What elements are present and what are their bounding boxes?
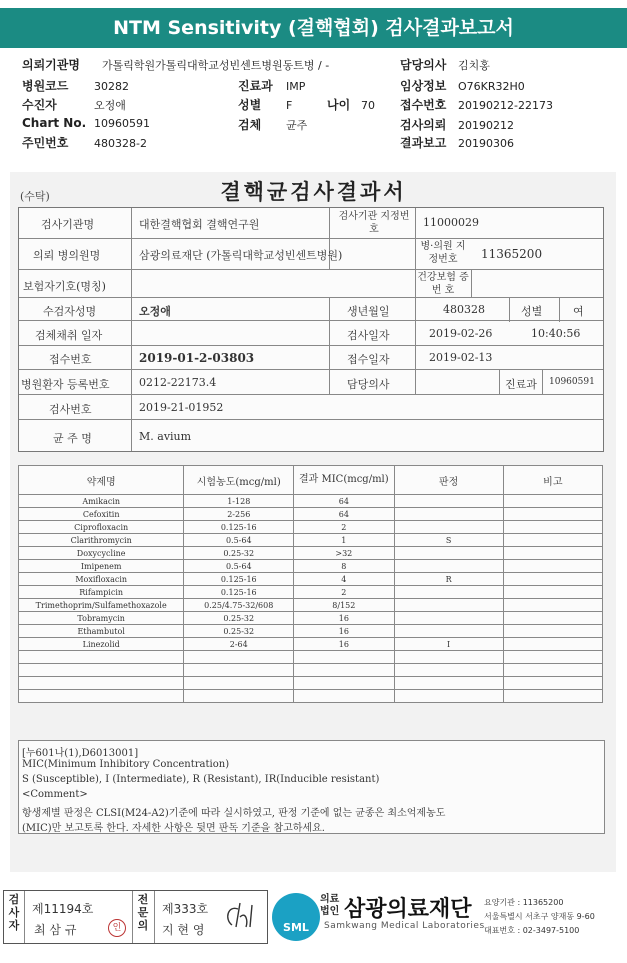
lab-name: 대한결핵협회 결핵연구원 <box>139 218 260 231</box>
table-cell <box>184 651 294 664</box>
table-cell: 0.5-64 <box>184 534 294 547</box>
table-cell: Doxycycline <box>19 547 184 560</box>
table-header-row: 약제명 시험농도(mcg/ml) 결과 MIC(mcg/ml) 판정 비고 <box>19 466 603 495</box>
header-field: 검사의뢰 20190212 <box>400 118 514 132</box>
table-cell: 16 <box>294 625 394 638</box>
tester-title: 검사자 <box>8 893 20 932</box>
table-cell <box>394 677 503 690</box>
table-row <box>19 586 603 599</box>
table-cell <box>394 690 503 703</box>
table-cell <box>503 508 602 521</box>
tester-number: 제11194호 <box>32 902 94 916</box>
table-cell: 2-256 <box>184 508 294 521</box>
header-field: 결과보고 20190306 <box>400 136 514 150</box>
table-cell <box>19 677 184 690</box>
table-cell: Tobramycin <box>19 612 184 625</box>
table-cell: Rifampicin <box>19 586 184 599</box>
patient-name: 오정애 <box>139 305 171 318</box>
table-cell <box>503 612 602 625</box>
org-phone: 대표번호 : 02-3497-5100 <box>484 926 580 935</box>
table-cell: 0.125-16 <box>184 586 294 599</box>
table-cell: 0.125-16 <box>184 521 294 534</box>
hospital-number: 11365200 <box>481 247 543 261</box>
table-cell: Clarithromycin <box>19 534 184 547</box>
org-name: 삼광의료재단 <box>344 897 472 922</box>
table-cell: 0.125-16 <box>184 573 294 586</box>
table-cell <box>503 651 602 664</box>
notes-line: S (Susceptible), I (Intermediate), R (Resistant), IR(Inducible resistant) <box>22 774 380 785</box>
test-date: 2019-02-26 <box>429 327 493 340</box>
registration-number: 0212-22173.4 <box>139 376 217 389</box>
notes-line: MIC(Minimum Inhibitory Concentration) <box>22 759 230 770</box>
table-row <box>19 599 603 612</box>
table-cell: Ethambutol <box>19 625 184 638</box>
signature-mark <box>222 899 262 933</box>
table-cell <box>394 625 503 638</box>
table-cell <box>503 690 602 703</box>
table-cell: R <box>394 573 503 586</box>
table-row <box>19 677 603 690</box>
table-cell <box>184 677 294 690</box>
table-cell: 1 <box>294 534 394 547</box>
table-row <box>19 651 603 664</box>
table-cell: 64 <box>294 495 394 508</box>
header-field: 의뢰기관명 가톨릭학원가톨릭대학교성빈센트병원동트병 / - <box>22 58 330 72</box>
notes-line: (MIC)만 보고토록 한다. 자세한 사항은 뒷면 판독 기준을 참고하세요. <box>22 823 325 834</box>
table-cell <box>503 599 602 612</box>
table-row <box>19 547 603 560</box>
table-cell: 16 <box>294 638 394 651</box>
table-cell: 2 <box>294 586 394 599</box>
table-cell <box>294 677 394 690</box>
tester-name: 최 삼 규 <box>34 923 77 937</box>
header-field: 성별 F <box>238 98 293 112</box>
table-row <box>19 625 603 638</box>
table-cell <box>503 625 602 638</box>
table-cell: Moxifloxacin <box>19 573 184 586</box>
table-cell: 8 <box>294 560 394 573</box>
org-address: 서울특별시 서초구 양재동 9-60 <box>484 912 595 921</box>
table-cell <box>503 495 602 508</box>
table-cell: 0.25-32 <box>184 547 294 560</box>
table-row <box>19 612 603 625</box>
header-field: 담당의사 김치홍 <box>400 58 490 72</box>
table-cell <box>394 612 503 625</box>
test-time: 10:40:56 <box>531 327 581 340</box>
birth-date: 480328 <box>443 303 485 316</box>
table-cell: 1-128 <box>184 495 294 508</box>
org-type: 의료법인 <box>320 894 340 917</box>
hospital-name: 삼광의료재단 (가톨릭대학교성빈센트병원) <box>139 249 343 262</box>
table-cell <box>19 690 184 703</box>
table-cell <box>503 521 602 534</box>
table-cell: Amikacin <box>19 495 184 508</box>
table-cell: Trimethoprim/Sulfamethoxazole <box>19 599 184 612</box>
table-cell: 0.25-32 <box>184 625 294 638</box>
org-english: Samkwang Medical Laboratories <box>324 921 485 931</box>
table-cell <box>394 521 503 534</box>
table-cell <box>503 547 602 560</box>
table-cell <box>503 586 602 599</box>
table-cell <box>294 664 394 677</box>
species-name: M. avium <box>139 430 192 443</box>
specialist-number: 제333호 <box>162 902 209 916</box>
table-cell: Linezolid <box>19 638 184 651</box>
signature-box <box>3 890 268 944</box>
table-cell <box>503 638 602 651</box>
table-cell: 8/152 <box>294 599 394 612</box>
table-cell <box>394 547 503 560</box>
header-field: 주민번호 480328-2 <box>22 136 147 150</box>
table-cell <box>394 651 503 664</box>
table-cell <box>184 690 294 703</box>
table-cell: S <box>394 534 503 547</box>
sml-logo-icon: SML <box>272 893 320 941</box>
header-field: 임상정보 O76KR32H0 <box>400 79 525 93</box>
notes-line: 항생제별 판정은 CLSI(M24-A2)기준에 따라 실시하였고, 판정 기준에 없는 균종은 최소억제농도 <box>22 808 446 819</box>
table-cell <box>19 664 184 677</box>
table-cell <box>394 495 503 508</box>
table-cell <box>503 664 602 677</box>
seal-stamp: 인 <box>108 919 126 937</box>
notes-box <box>18 740 605 834</box>
table-cell <box>394 586 503 599</box>
table-cell: 0.25-32 <box>184 612 294 625</box>
report-title: 결핵균검사결과서 <box>220 179 407 204</box>
table-cell <box>503 677 602 690</box>
table-row <box>19 664 603 677</box>
table-cell <box>503 534 602 547</box>
table-cell: Cefoxitin <box>19 508 184 521</box>
org-code: 요양기관 : 11365200 <box>484 898 564 907</box>
table-cell: 64 <box>294 508 394 521</box>
header-field: 검체 균주 <box>238 118 308 132</box>
header-field: 진료과 IMP <box>238 79 306 93</box>
table-cell: I <box>394 638 503 651</box>
specialist-title: 전문의 <box>137 893 149 932</box>
table-cell: 0.25/4.75-32/608 <box>184 599 294 612</box>
table-row <box>19 560 603 573</box>
receipt-date: 2019-02-13 <box>429 351 493 364</box>
header-field: 접수번호 20190212-22173 <box>400 98 553 112</box>
receipt-number: 2019-01-2-03803 <box>139 351 255 365</box>
table-cell: Imipenem <box>19 560 184 573</box>
table-cell <box>19 651 184 664</box>
dept-value: 10960591 <box>549 377 595 387</box>
header-field: 수진자 오정애 <box>22 98 126 112</box>
table-row <box>19 534 603 547</box>
lab-number: 11000029 <box>423 216 479 229</box>
table-cell <box>503 560 602 573</box>
table-cell <box>394 664 503 677</box>
table-row <box>19 521 603 534</box>
table-cell: Ciprofloxacin <box>19 521 184 534</box>
header-field: 병원코드 30282 <box>22 79 129 93</box>
notes-line: [누601나(1),D6013001] <box>22 748 139 759</box>
table-cell: 2-64 <box>184 638 294 651</box>
table-cell <box>394 560 503 573</box>
report-banner: NTM Sensitivity (결핵협회) 검사결과보고서 <box>0 8 627 48</box>
table-row <box>19 495 603 508</box>
specialist-name: 지 현 영 <box>162 923 205 937</box>
table-cell <box>503 573 602 586</box>
table-cell <box>394 508 503 521</box>
table-cell: >32 <box>294 547 394 560</box>
table-cell <box>184 664 294 677</box>
table-cell: 16 <box>294 612 394 625</box>
table-row <box>19 638 603 651</box>
table-cell: 4 <box>294 573 394 586</box>
patient-info-box: 검사기관명 대한결핵협회 결핵연구원 검사기관 지정번호 11000029 의뢰 병의원명 삼광의료재단 (가톨릭대학교성빈센트병원) 병·의원 지정번호 11365200 보험자기호(명칭) 건강보험 증 번 호 수검자성명 오정애 생년월일 480328 성별 여 검체채취 일자 검사일자 2019-02-26 10:40:56 접수번호 2019-01-2-03803 접수일자 2019-02-13 병원환자 등록번호 0212-22173.4 담당의사 진료과 10960591 검사번호 2019-21-01952 균 주 명 M. avium <box>18 207 604 452</box>
table-row <box>19 573 603 586</box>
susceptibility-table <box>18 465 603 703</box>
table-cell <box>394 599 503 612</box>
table-cell: 2 <box>294 521 394 534</box>
table-row <box>19 508 603 521</box>
header-field: 나이 70 <box>327 98 375 112</box>
report-tag: (수탁) <box>20 190 50 203</box>
table-cell: 0.5-64 <box>184 560 294 573</box>
table-row <box>19 690 603 703</box>
table-cell <box>294 690 394 703</box>
table-cell <box>294 651 394 664</box>
notes-line: <Comment> <box>22 789 88 800</box>
patient-sex: 여 <box>573 305 584 318</box>
header-field: Chart No. 10960591 <box>22 116 150 130</box>
exam-number: 2019-21-01952 <box>139 401 224 414</box>
